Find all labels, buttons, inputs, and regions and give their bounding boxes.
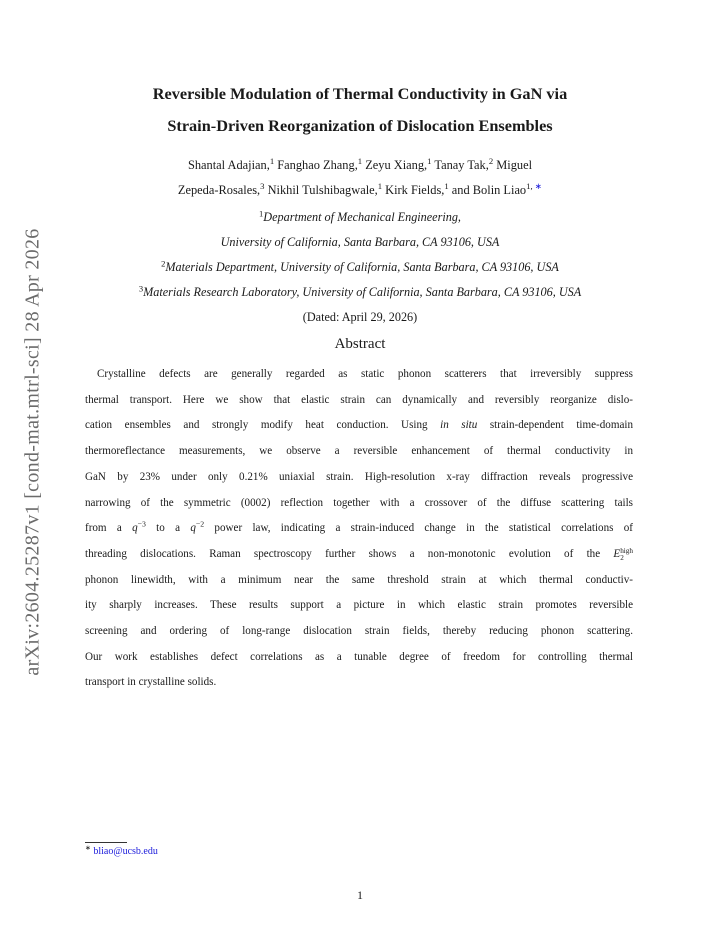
affiliation-number: 1, — [526, 181, 533, 192]
author-name: Tanay Tak, — [431, 158, 489, 172]
abstract-italic-term: in situ — [440, 419, 478, 432]
author-name: and Bolin Liao — [448, 183, 527, 197]
affiliation-mark: 1 — [444, 181, 449, 192]
paper-title — [80, 78, 640, 142]
affiliation-number: 2 — [161, 258, 166, 269]
author-name: Shantal Adajian, — [187, 158, 270, 172]
abstract-line: thermoreflectance measurements, we observe a reversible enhancement of thermal conductivity in — [85, 445, 633, 458]
affiliation-mark: 3 — [260, 181, 265, 192]
abstract-heading: Abstract — [334, 336, 386, 352]
abstract-line: Our work establishes defect correlations as a tunable degree of freedom for controlling thermal — [85, 650, 633, 663]
abstract-text: to a — [145, 522, 191, 535]
title-line-2: Strain-Driven Reorganization of Dislocation Ensembles — [167, 116, 553, 135]
affiliations — [80, 205, 640, 330]
author-name: Miguel — [493, 158, 533, 172]
abstract-text: power law, indicating a strain-induced change in the statistical correlations of — [204, 522, 633, 535]
math-variable: q — [132, 522, 138, 535]
title-line-1: Reversible Modulation of Thermal Conductivity in GaN via — [152, 84, 568, 103]
abstract-line: narrowing of the symmetric (0002) reflection together with a crossover of the diffuse scattering tails — [85, 496, 633, 509]
date-line: (Dated: April 29, 2026) — [302, 310, 418, 324]
affiliation-3 — [80, 280, 640, 305]
abstract-line: screening and ordering of long-range dislocation strain fields, thereby reducing phonon scattering. — [85, 625, 633, 638]
footnote — [85, 846, 158, 857]
affiliation-number: 1 — [259, 208, 264, 219]
abstract-line: phonon linewidth, with a minimum near the same threshold strain at which thermal conductiv- — [85, 573, 633, 586]
abstract-text: cation ensembles and strongly modify heat conduction. Using — [85, 419, 441, 432]
math-sup-sub — [620, 548, 633, 562]
affiliation-mark — [526, 181, 542, 191]
corresponding-author-link[interactable]: ∗ — [532, 181, 543, 192]
abstract-text: from a — [85, 522, 133, 535]
abstract-body — [85, 362, 633, 696]
author-list — [80, 153, 640, 203]
author-name: Nikhil Tulshibagwale, — [264, 183, 378, 197]
math-variable: q — [190, 522, 196, 535]
arxiv-sidebar — [18, 205, 48, 700]
affiliation-mark: 2 — [488, 156, 494, 167]
abstract-line — [85, 516, 633, 542]
affiliation-mark: 1 — [357, 156, 363, 167]
affiliation-number: 3 — [138, 283, 144, 294]
affiliation-2 — [80, 255, 640, 280]
email-link[interactable]: bliao@ucsb.edu — [93, 846, 158, 857]
author-name: Zeyu Xiang, — [362, 158, 428, 172]
abstract-line: Crystalline defects are generally regarded as static phonon scatterers that irreversibly suppress — [97, 368, 633, 380]
math-variable: E — [613, 547, 621, 560]
abstract-line — [85, 413, 633, 439]
affiliation-1-line-1 — [80, 205, 640, 230]
author-name: Fanghao Zhang, — [274, 158, 358, 172]
math-exponent: −2 — [195, 519, 205, 529]
math-superscript: high — [620, 547, 633, 556]
affiliation-mark: 1 — [269, 156, 275, 167]
author-line-1 — [80, 153, 640, 178]
footnote-divider — [85, 842, 127, 843]
author-name: Zepeda-Rosales, — [177, 183, 261, 197]
affiliation-text: Department of Mechanical Engineering, — [263, 210, 461, 224]
abstract-text: strain-dependent time-domain — [477, 419, 634, 432]
affiliation-mark: 1 — [427, 156, 432, 167]
abstract-line: transport in crystalline solids. — [85, 676, 217, 689]
math-subscript: 2 — [620, 554, 624, 563]
abstract-line: GaN by 23% under only 0.21% uniaxial strain. High-resolution x-ray diffraction reveals progressive — [85, 470, 633, 483]
footnote-mark: ∗ — [85, 844, 91, 853]
affiliation-text: Materials Research Laboratory, University of California, Santa Barbara, CA 93106, USA — [143, 285, 582, 299]
author-line-2 — [80, 178, 640, 203]
author-name: Kirk Fields, — [382, 183, 445, 197]
affiliation-1-line-2: University of California, Santa Barbara, CA 93106, USA — [220, 235, 500, 249]
abstract-line — [85, 542, 633, 568]
page-number: 1 — [357, 888, 363, 902]
math-exponent: −3 — [137, 519, 146, 529]
abstract-text: threading dislocations. Raman spectroscopy further shows a non-monotonic evolution of the — [85, 547, 614, 560]
affiliation-mark: 1 — [377, 181, 383, 192]
abstract-line: thermal transport. Here we show that elastic strain can dynamically and reversibly reorganize dislo- — [85, 393, 633, 406]
abstract-line: ity sharply increases. These results support a picture in which elastic strain promotes reversible — [85, 599, 633, 612]
arxiv-identifier: arXiv:2604.25287v1 [cond-mat.mtrl-sci] 28 Apr 2026 — [21, 228, 44, 676]
affiliation-text: Materials Department, University of California, Santa Barbara, CA 93106, USA — [165, 260, 559, 274]
